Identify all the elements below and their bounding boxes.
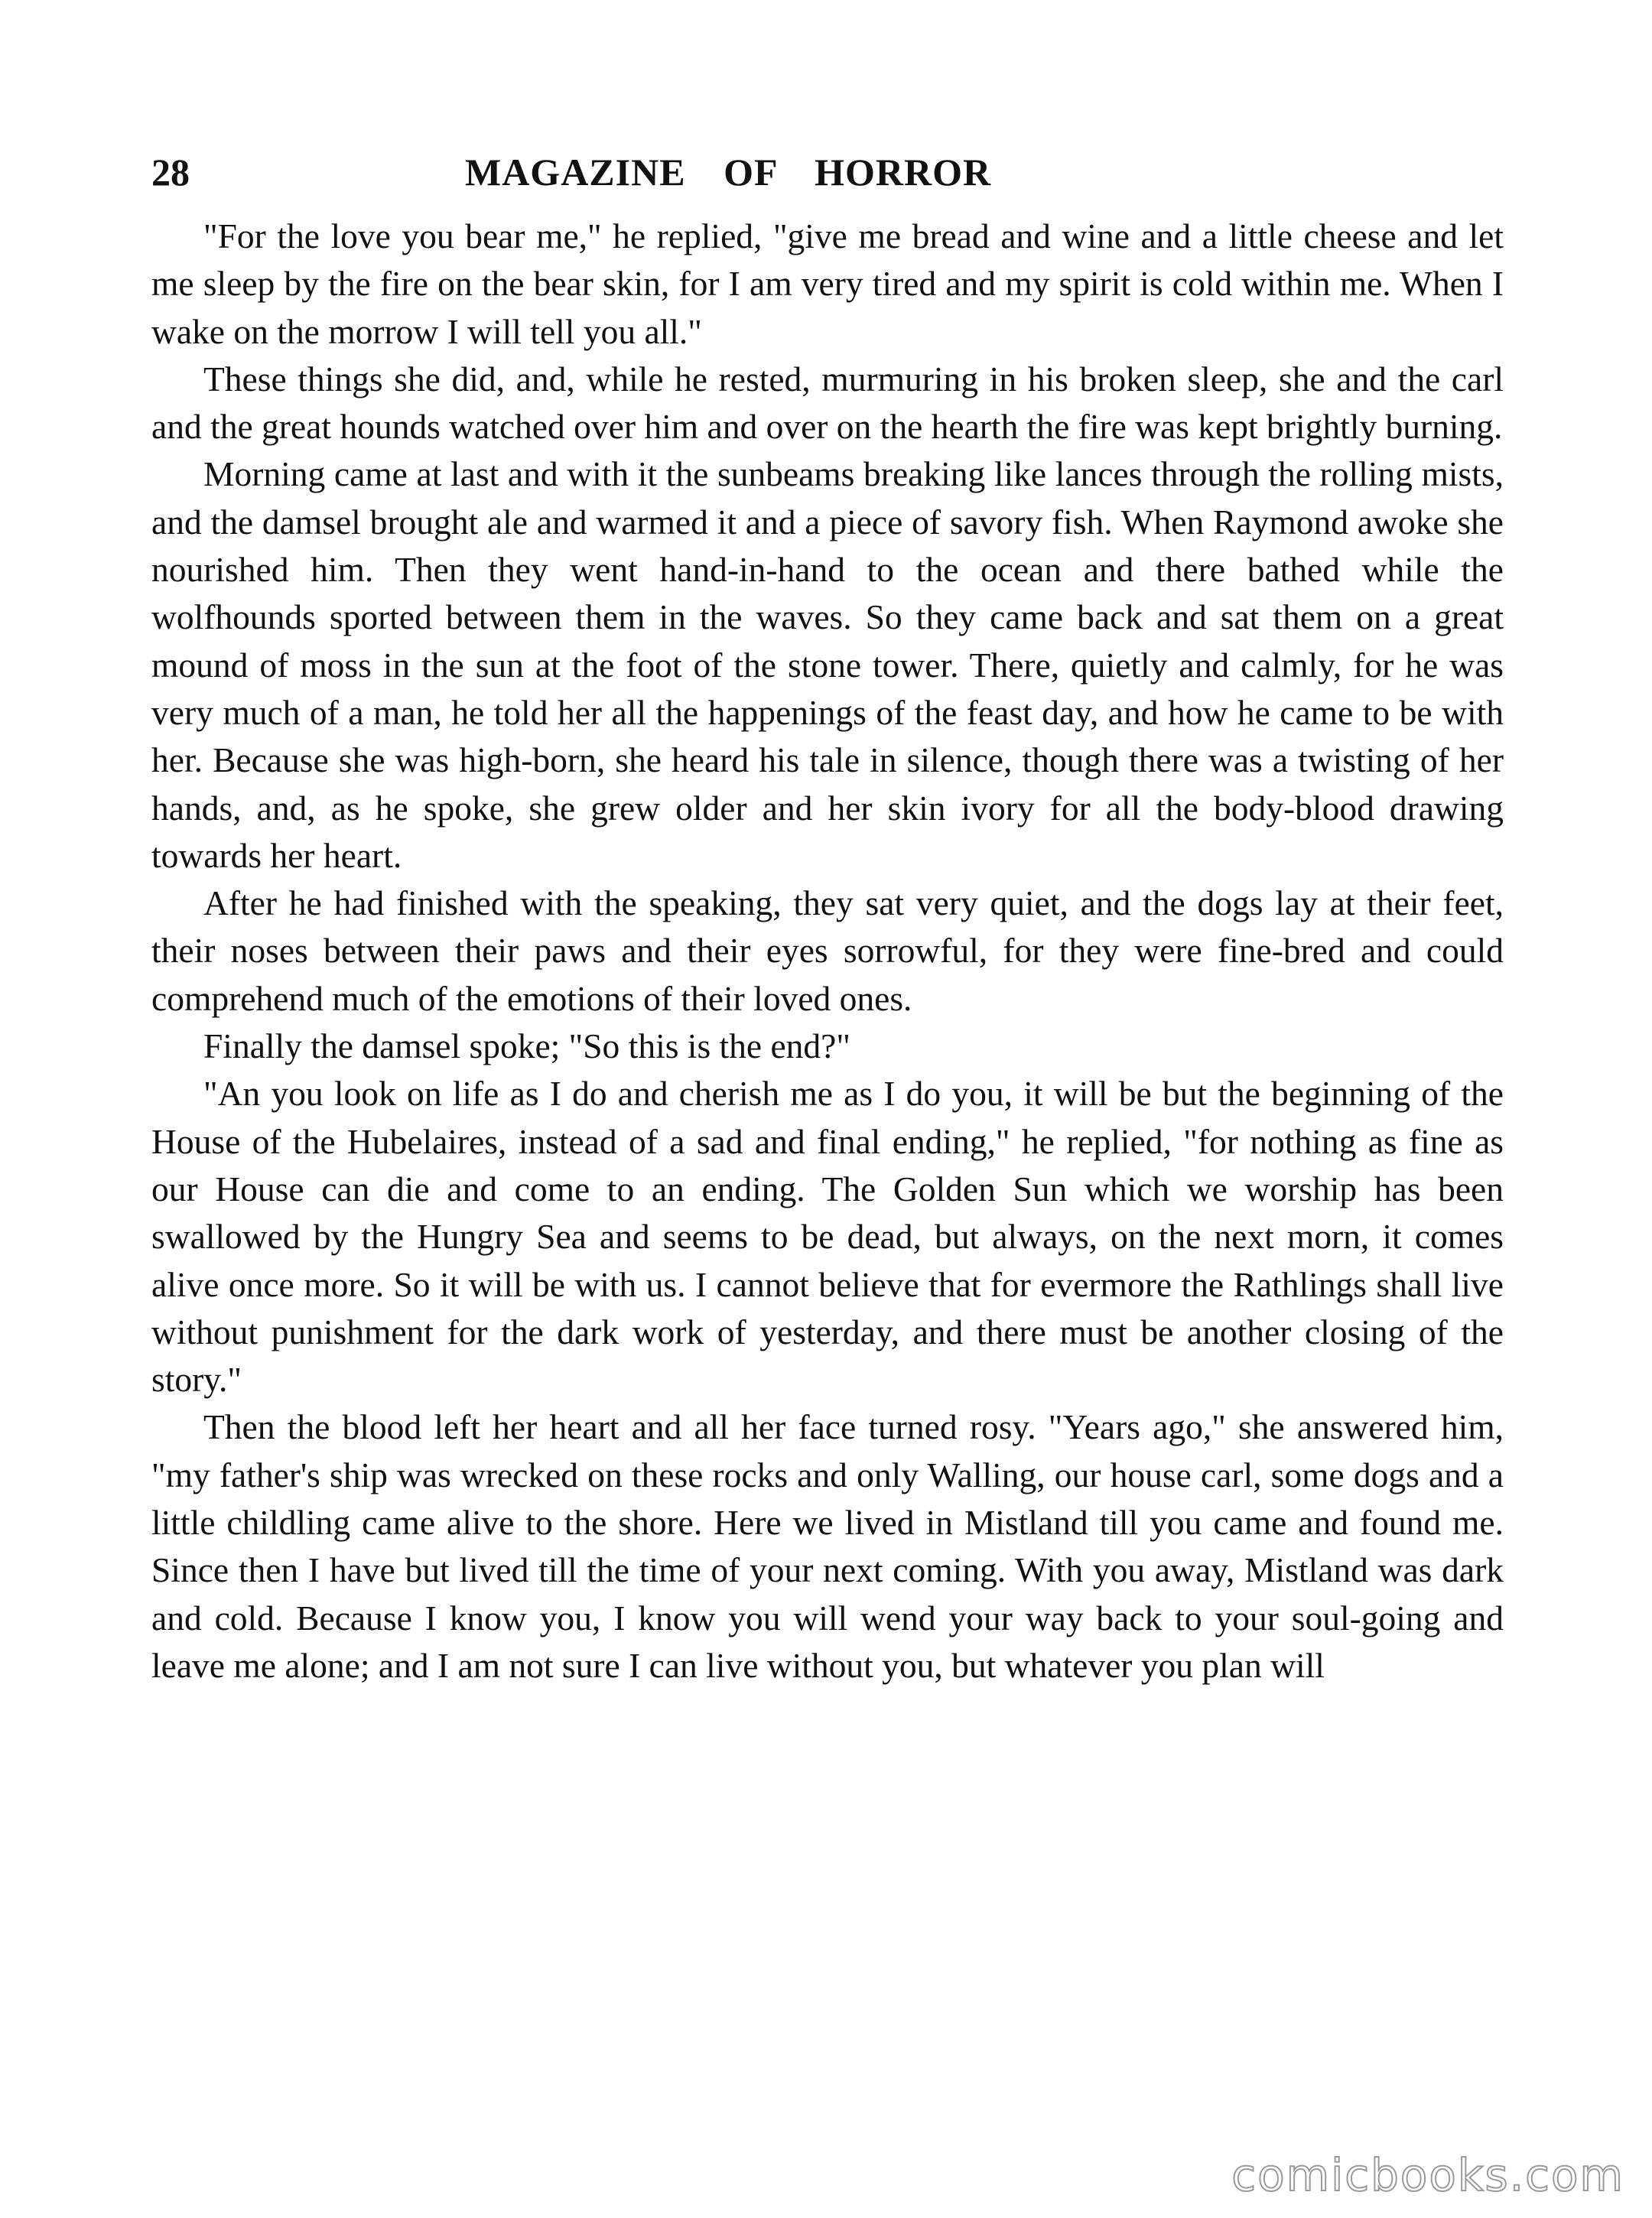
comicbooks-watermark: comicbooks.com (1231, 2149, 1624, 2201)
paragraph: Then the blood left her heart and all her face turned rosy. "Years ago," she answered him, "my father's ship was wrecked on these rocks and only Walling, our house carl, some dogs and a little childling came alive to the shore. Here we lived in Mistland till you came and found me. Since then I have but lived till the time of your next coming. With you away, Mistland was dark and cold. Because I know you, I know you will wend your way back to your soul-going and leave me alone; and I am not sure I can live without you, but whatever you plan will (151, 1407, 1504, 1685)
paragraph: "An you look on life as I do and cherish me as I do you, it will be but the beginning of the House of the Hubelaires, instead of a sad and final ending," he replied, "for nothing as fine as our House can die and come to an ending. The Golden Sun which we worship has been swallowed by the Hungry Sea and seems to be dead, but always, on the next morn, it comes alive once more. So it will be with us. I cannot believe that for evermore the Rathlings shall live without punishment for the dark work of yesterday, and there must be another closing of the story." (151, 1074, 1504, 1400)
book-page (151, 145, 1504, 1690)
story-text (151, 213, 1504, 1690)
paragraph: After he had finished with the speaking, they sat very quiet, and the dogs lay at their feet, their noses between their paws and their eyes sorrowful, for they were fine-bred and could comprehend much of the emotions of their loved ones. (151, 883, 1504, 1018)
paragraph: "For the love you bear me," he replied, "give me bread and wine and a little cheese and let me sleep by the fire on the bear skin, for I am very tired and my spirit is cold within me. When I wake on the morrow I will tell you all." (151, 216, 1504, 351)
page-number: 28 (151, 151, 190, 194)
paragraph: Morning came at last and with it the sunbeams breaking like lances through the rolling mists, and the damsel brought ale and warmed it and a piece of savory fish. When Raymond awoke she nourished him. Then they went hand-in-hand to the ocean and there bathed while the wolfhounds sported between them in the waves. So they came back and sat them on a great mound of moss in the sun at the foot of the stone tower. There, quietly and calmly, for he was very much of a man, he told her all the happenings of the feast day, and how he came to be with her. Because she was high-born, she heard his tale in silence, though there was a twisting of her hands, and, as he spoke, she grew older and her skin ivory for all the body-blood drawing towards her heart. (151, 454, 1504, 875)
paragraph: Finally the damsel spoke; "So this is the end?" (203, 1026, 850, 1066)
magazine-title: MAGAZINE OF HORROR (465, 151, 992, 194)
running-head (151, 145, 1504, 199)
paragraph: These things she did, and, while he rested, murmuring in his broken sleep, she and the carl and the great hounds watched over him and over on the hearth the fire was kept brightly burning. (151, 359, 1504, 447)
